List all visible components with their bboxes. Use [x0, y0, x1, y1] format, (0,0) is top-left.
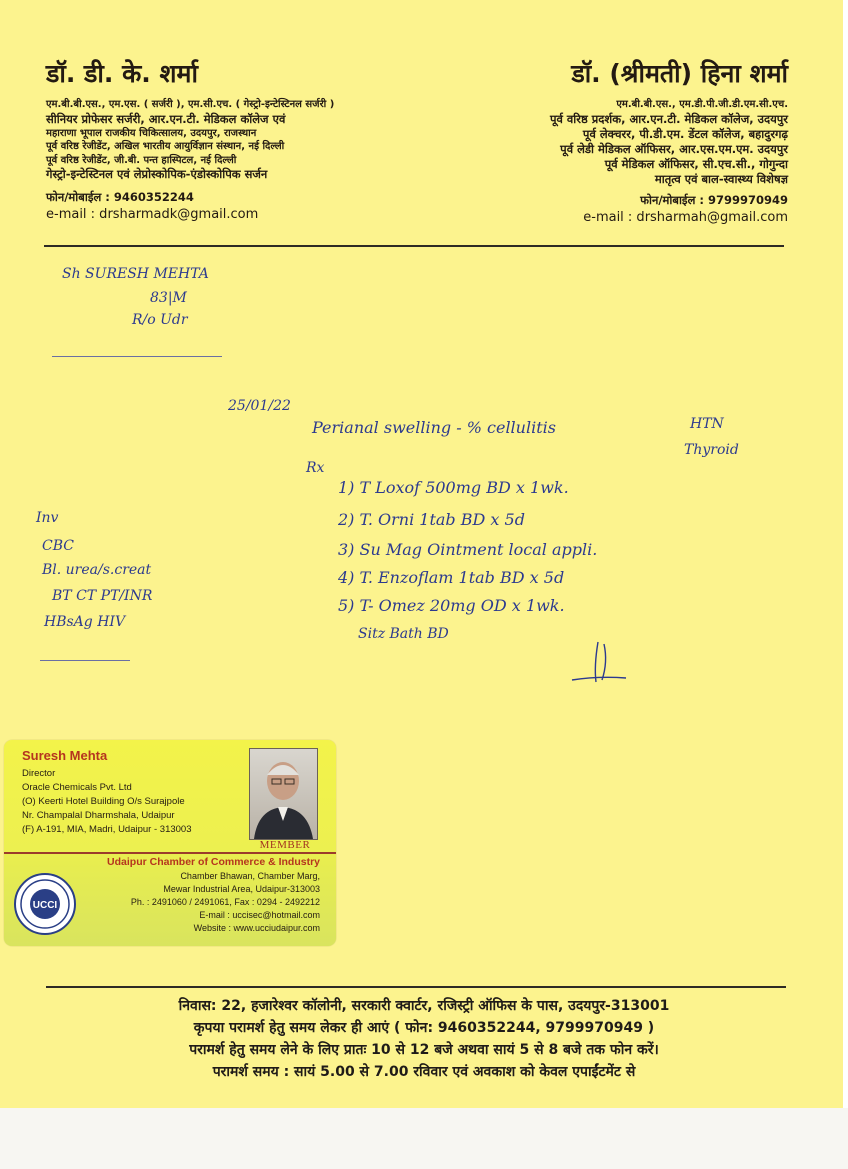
right-phone: फोन/मोबाईल : 9799970949 [640, 192, 788, 207]
left-qualification: एम.बी.बी.एस., एम.एस. ( सर्जरी ), एम.सी.एच. ( गेस्ट्रो-इन्टेस्टिनल सर्जरी ) [46, 99, 335, 110]
left-doctor-header [46, 56, 376, 224]
history-thyroid: Thyroid [684, 442, 739, 458]
left-designation-1: सीनियर प्रोफेसर सर्जरी, आर.एन.टी. मेडिकल कॉलेज एवं [46, 111, 286, 126]
member-label: MEMBER [259, 839, 311, 851]
card-address-3: (F) A-191, MIA, Madri, Udaipur - 313003 [22, 824, 192, 835]
investigation-viral: HBsAg HIV [44, 614, 126, 630]
left-phone: फोन/मोबाईल : 9460352244 [46, 190, 194, 204]
left-email: e-mail : drsharmadk@gmail.com [46, 207, 259, 222]
ucci-logo-text: UCCI [32, 900, 58, 911]
footer-appointment-note: कृपया परामर्श हेतु समय लेकर ही आएं ( फोन: 9460352244, 9799970949 ) [193, 1020, 655, 1036]
ucci-emblem-icon [16, 875, 74, 933]
footer-call-timing: परामर्श हेतु समय लेने के लिए प्रातः 10 से 12 बजे अथवा सायं 5 से 8 बजे तक फोन करें। [189, 1042, 659, 1058]
person-photo-icon [250, 749, 317, 839]
header-divider [44, 245, 784, 247]
investigation-coag: BT CT PT/INR [52, 588, 153, 604]
investigation-urea: Bl. urea/s.creat [42, 562, 152, 578]
card-org-email: E-mail : uccisec@hotmail.com [199, 910, 320, 920]
card-org-website: Website : www.ucciudaipur.com [193, 923, 320, 933]
rx-item-2: 2) T. Orni 1tab BD x 5d [338, 510, 525, 529]
right-specialty: मातृत्व एवं बाल-स्वास्थ्य विशेषज्ञ [654, 171, 788, 186]
visit-date: 25/01/22 [228, 398, 291, 414]
card-org-address-2: Mewar Industrial Area, Udaipur-313003 [163, 884, 320, 894]
rx-item-3: 3) Su Mag Ointment local appli. [338, 540, 598, 559]
left-designation-3: पूर्व वरिष्ठ रेजीडेंट, अखिल भारतीय आयुर्विज्ञान संस्थान, नई दिल्ली [46, 141, 285, 152]
card-org-name: Udaipur Chamber of Commerce & Industry [107, 856, 320, 868]
footer-address: निवास: 22, हजारेश्वर कॉलोनी, सरकारी क्वार्टर, रजिस्ट्री ऑफिस के पास, उदयपुर-313001 [178, 998, 670, 1014]
rx-symbol: Rx [306, 460, 325, 476]
investigation-cbc: CBC [42, 538, 74, 554]
right-doctor-header [458, 56, 788, 227]
chief-complaint: Perianal swelling - % cellulitis [312, 418, 556, 437]
rx-item-4: 4) T. Enzoflam 1tab BD x 5d [338, 568, 565, 587]
rx-item-5: 5) T- Omez 20mg OD x 1wk. [338, 596, 565, 615]
card-address-1: (O) Keerti Hotel Building O/s Surajpole [22, 796, 185, 807]
card-org-phone: Ph. : 2491060 / 2491061, Fax : 0294 - 2492212 [130, 897, 320, 907]
ucci-logo [14, 873, 76, 935]
footer-divider [46, 986, 786, 988]
footer-consult-timing: परामर्श समय : सायं 5.00 से 7.00 रविवार एवं अवकाश को केवल एपाईंटमेंट से [212, 1064, 636, 1080]
patient-underline [52, 356, 222, 357]
investigation-underline [40, 660, 130, 661]
right-doctor-name: डॉ. (श्रीमती) हिना शर्मा [571, 59, 788, 88]
history-htn: HTN [690, 416, 724, 432]
patient-residence: R/o Udr [132, 312, 188, 328]
doctor-signature-icon [568, 636, 632, 686]
investigation-symbol: Inv [36, 510, 59, 526]
rx-item-1: 1) T Loxof 500mg BD x 1wk. [338, 478, 569, 497]
scan-margin [0, 1108, 848, 1169]
business-card [4, 740, 336, 946]
card-band-divider [4, 852, 336, 854]
member-photo [249, 748, 318, 840]
right-designation-4: पूर्व मेडिकल ऑफिसर, सी.एच.सी., गोगुन्दा [604, 156, 788, 171]
rx-sitz-bath: Sitz Bath BD [358, 626, 449, 642]
patient-name: Sh SURESH MEHTA [62, 266, 209, 282]
right-qualification: एम.बी.बी.एस., एम.डी.पी.जी.डी.एम.सी.एच. [616, 99, 788, 110]
right-email: e-mail : drsharmah@gmail.com [583, 209, 788, 225]
left-doctor-name: डॉ. डी. के. शर्मा [46, 59, 198, 88]
right-designation-2: पूर्व लेक्चरर, पी.डी.एम. डेंटल कॉलेज, बहादुरगढ़ [582, 126, 788, 141]
right-designation-1: पूर्व वरिष्ठ प्रदर्शक, आर.एन.टी. मेडिकल कॉलेज, उदयपुर [549, 111, 788, 126]
right-designation-3: पूर्व लेडी मेडिकल ऑफिसर, आर.एस.एम.एम. उदयपुर [560, 141, 788, 156]
left-designation-4: पूर्व वरिष्ठ रेजीडेंट, जी.बी. पन्त हास्पिटल, नई दिल्ली [46, 154, 237, 166]
card-person-name: Suresh Mehta [22, 748, 108, 763]
card-company: Oracle Chemicals Pvt. Ltd [22, 782, 132, 793]
left-specialty: गेस्ट्रो-इन्टेस्टिनल एवं लेप्रोस्कोपिक-एंडोस्कोपिक सर्जन [46, 167, 268, 181]
card-address-2: Nr. Champalal Dharmshala, Udaipur [22, 810, 175, 821]
card-org-address-1: Chamber Bhawan, Chamber Marg, [180, 871, 320, 881]
left-designation-2: महाराणा भूपाल राजकीय चिकित्सालय, उदयपुर, राजस्थान [46, 127, 257, 139]
card-title: Director [22, 768, 56, 779]
patient-age-sex: 83|M [150, 290, 187, 306]
